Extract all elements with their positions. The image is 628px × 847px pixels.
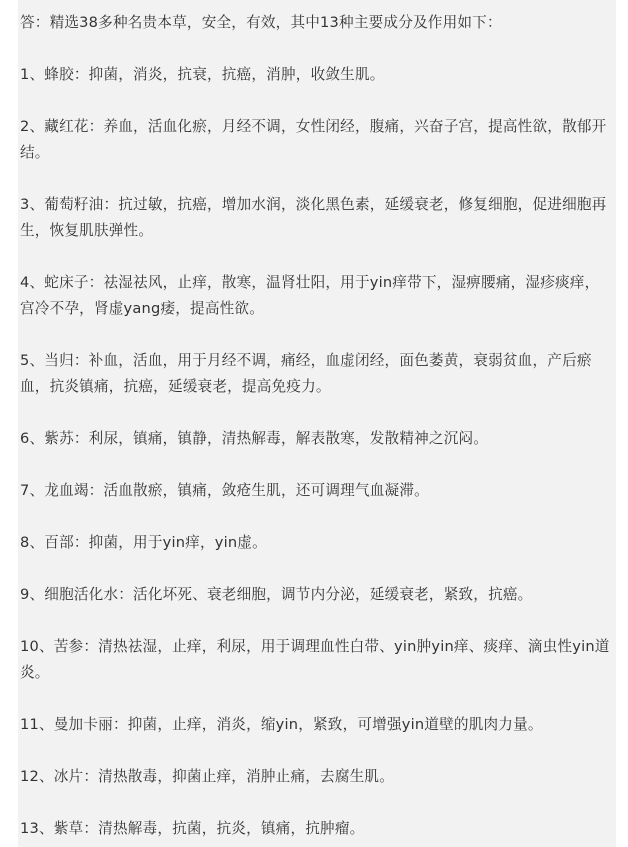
ingredient-item-6: 6、紫苏：利尿，镇痛，镇静，清热解毒，解表散寒，发散精神之沉闷。 — [20, 430, 489, 447]
intro-paragraph: 答：精选38多种名贵本草，安全，有效，其中13种主要成分及作用如下： — [20, 14, 502, 31]
ingredient-item-12: 12、冰片：清热散毒，抑菌止痒，消肿止痛，去腐生肌。 — [20, 768, 395, 785]
ingredient-item-8: 8、百部：抑菌，用于yin痒，yin虚。 — [20, 534, 267, 551]
ingredient-item-3: 3、葡萄籽油：抗过敏，抗癌，增加水润，淡化黑色素，延缓衰老，修复细胞，促进细胞再生，恢复肌肤弹性。 — [20, 196, 607, 239]
ingredient-item-7: 7、龙血竭：活血散瘀，镇痛，敛疮生肌，还可调理气血凝滞。 — [20, 482, 429, 499]
ingredient-item-4: 4、蛇床子：祛湿祛风，止痒，散寒，温肾壮阳，用于yin痒带下，湿痹腰痛，湿疹痰痒，宫冷不孕，肾虚yang痿，提高性欲。 — [20, 274, 600, 317]
ingredient-item-1: 1、蜂胶：抑菌，消炎，抗衰，抗癌，消肿，收敛生肌。 — [20, 66, 385, 83]
answer-text-panel — [18, 0, 616, 847]
ingredient-item-5: 5、当归：补血，活血，用于月经不调，痛经，血虚闭经，面色萎黄，衰弱贫血，产后瘀血，抗炎镇痛，抗癌，延缓衰老，提高免疫力。 — [20, 352, 592, 395]
ingredient-item-9: 9、细胞活化水：活化坏死、衰老细胞，调节内分泌，延缓衰老，紧致，抗癌。 — [20, 586, 533, 603]
ingredient-item-10: 10、苦参：清热祛湿，止痒，利尿，用于调理血性白带、yin肿yin痒、痰痒、滴虫性yin道炎。 — [20, 638, 610, 681]
ingredient-item-11: 11、曼加卡丽：抑菌，止痒，消炎，缩yin，紧致，可增强yin道壁的肌肉力量。 — [20, 716, 543, 733]
ingredient-item-13: 13、紫草：清热解毒，抗菌，抗炎，镇痛，抗肿瘤。 — [20, 820, 365, 837]
ingredient-item-2: 2、藏红花：养血，活血化瘀，月经不调，女性闭经，腹痛，兴奋子宫，提高性欲，散郁开结。 — [20, 118, 607, 161]
